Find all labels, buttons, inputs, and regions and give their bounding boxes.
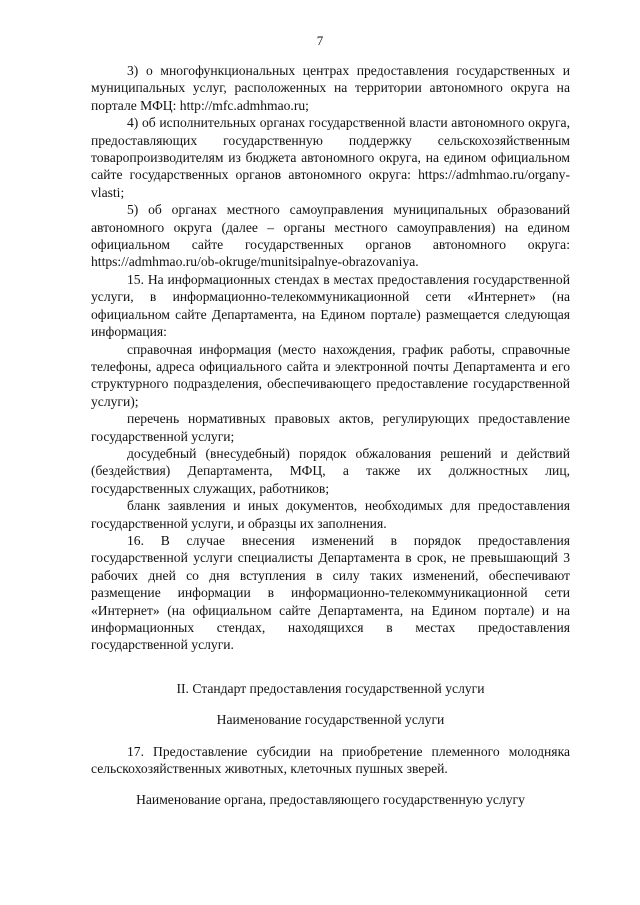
paragraph-item-5: 5) об органах местного самоуправления муниципальных образований автономного округа (далее – органы местного самоуправления) на едином официальном сайте государственных органов автономного округа: https://admhmao.ru/ob-okruge/munitsipalnye-obrazovaniya. — [91, 202, 570, 270]
document-body — [91, 62, 570, 809]
paragraph-17: 17. Предоставление субсидии на приобретение племенного молодняка сельскохозяйственных животных, клеточных пушных зверей. — [91, 743, 570, 777]
paragraph-item-3: 3) о многофункциональных центрах предоставления государственных и муниципальных услуг, расположенных на территории автономного округа на портале МФЦ: http://mfc.admhmao.ru; — [91, 63, 570, 113]
page-number: 7 — [316, 33, 324, 48]
paragraph-item-4: 4) об исполнительных органах государственной власти автономного округа, предоставляющих государственную поддержку сельскохозяйственным товаропроизводителям из бюджета автономного округа, на едином официальном сайте государственных органов автономного округа: https://admhmao.ru/organy-vlasti; — [91, 115, 570, 200]
subheading-service-name: Наименование государственной услуги — [216, 712, 445, 728]
section-heading: II. Стандарт предоставления государственной услуги — [176, 680, 485, 696]
spacer — [91, 654, 570, 668]
paragraph-application-form: бланк заявления и иных документов, необходимых для предоставления государственной услуги, и образцы их заполнения. — [91, 498, 570, 531]
paragraph-appeal-procedure: досудебный (внесудебный) порядок обжалования решений и действий (бездействия) Департамента, МФЦ, а также их должностных лиц, государственных служащих, работников; — [91, 445, 570, 496]
paragraph-16: 16. В случае внесения изменений в порядок предоставления государственной услуги специалисты Департамента в срок, не превышающий 3 рабочих дней со дня вступления в силу таких изменений, обеспечивают размещение информации в информационно-телекоммуникационной сети «Интернет» (на официальном сайте Департамента, на Едином портале) и на информационных стендах, находящихся в местах предоставления государственной услуги. — [91, 532, 570, 653]
paragraph-legal-acts: перечень нормативных правовых актов, регулирующих предоставление государственной услуги; — [91, 411, 570, 444]
paragraph-reference-info: справочная информация (место нахождения, график работы, справочные телефоны, адреса официального сайта и электронной почты Департамента и его структурного подразделения, обеспечивающего предоставление государственной услуги); — [91, 341, 570, 409]
subheading-service-authority: Наименование органа, предоставляющего государственную услугу — [136, 792, 525, 808]
paragraph-15: 15. На информационных стендах в местах предоставления государственной услуги, в информационно-телекоммуникационной сети «Интернет» (на официальном сайте Департамента, на Едином портале) размещается следующая информация: — [91, 271, 570, 340]
